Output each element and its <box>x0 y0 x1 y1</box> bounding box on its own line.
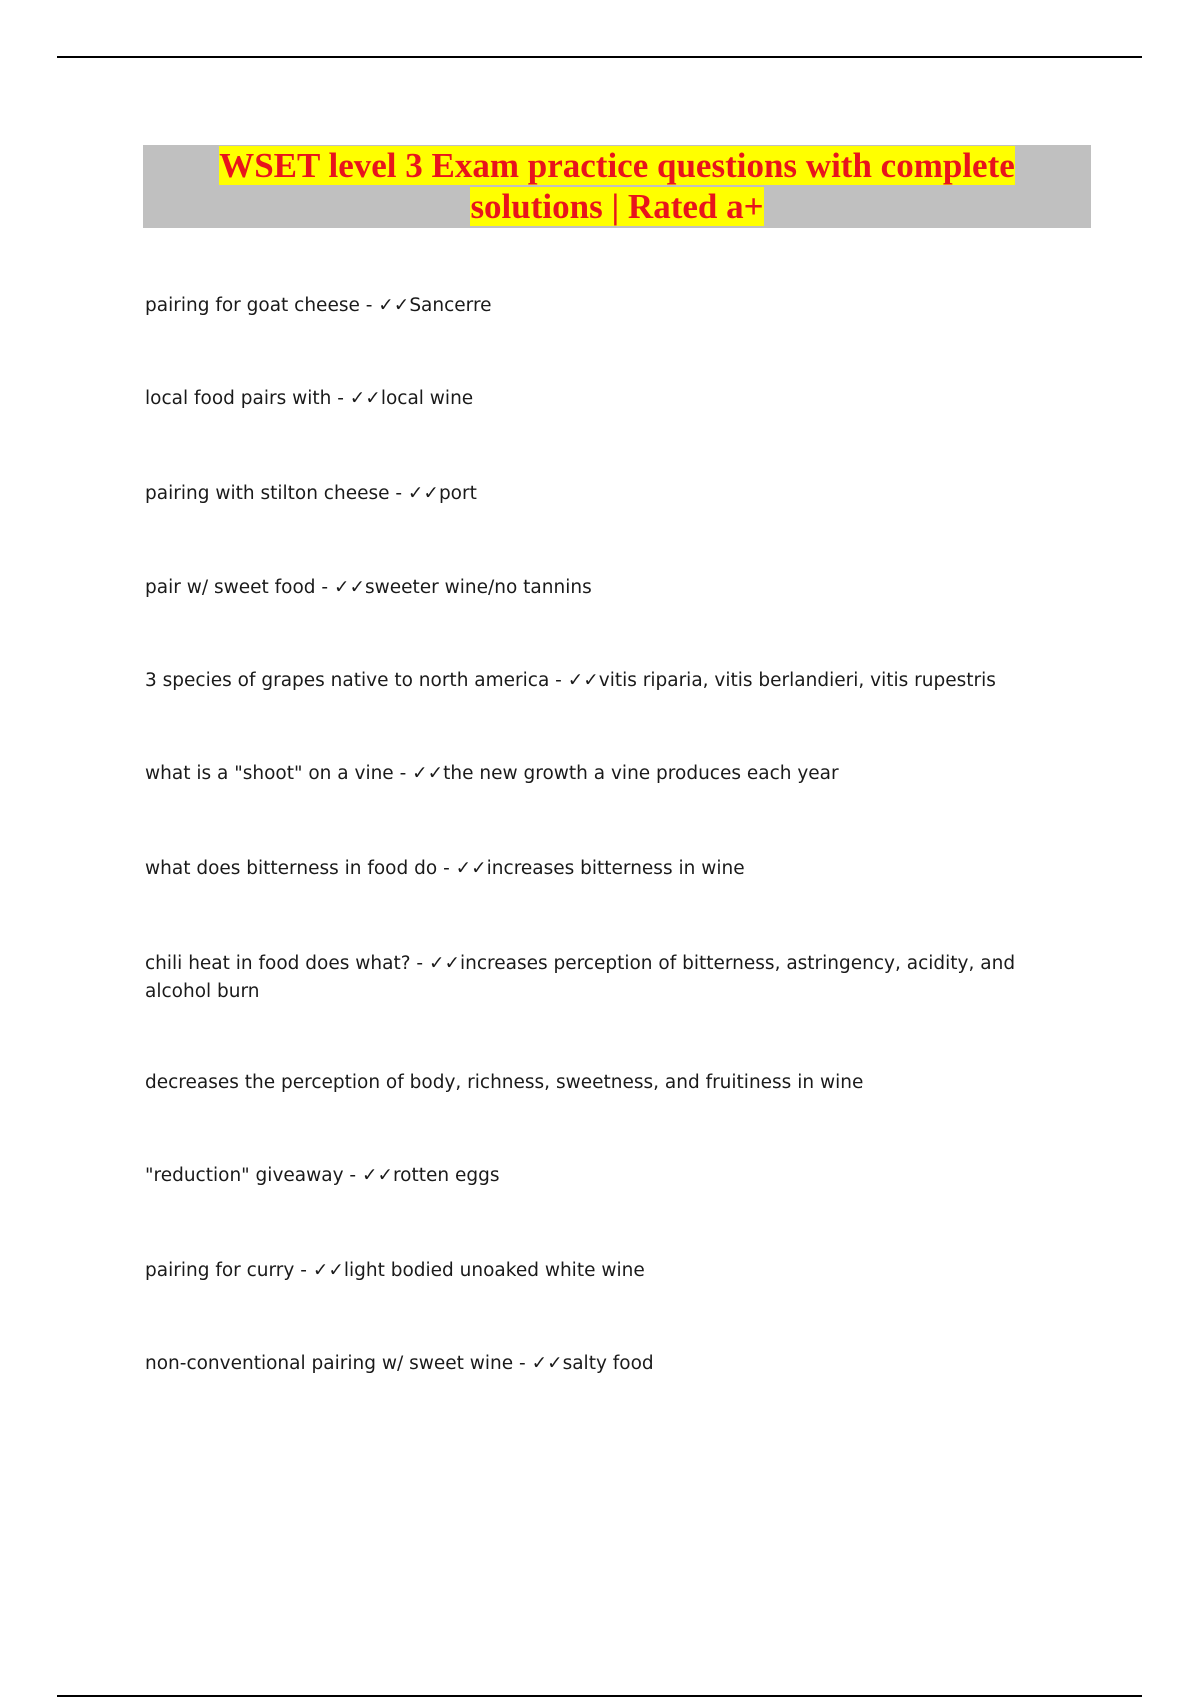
check-icon: ✓✓ <box>312 1260 344 1281</box>
document-title <box>143 145 1091 228</box>
qa-item <box>145 574 1080 602</box>
separator: - <box>393 763 413 784</box>
title-line-2: solutions | Rated a+ <box>470 187 764 226</box>
answer-text: salty food <box>562 1353 654 1374</box>
question-text: 3 species of grapes native to north america <box>145 670 550 691</box>
check-icon: ✓✓ <box>455 858 487 879</box>
separator: - <box>513 1353 532 1374</box>
qa-item <box>145 292 1080 320</box>
qa-item <box>145 1350 1080 1378</box>
question-text: "reduction" giveaway <box>145 1165 344 1186</box>
qa-item <box>145 480 1080 508</box>
statement-text: decreases the perception of body, richness, sweetness, and fruitiness in wine <box>145 1072 864 1093</box>
answer-text: increases perception of bitterness, astringency, acidity, and alcohol burn <box>145 953 1016 1002</box>
answer-text: Sancerre <box>409 295 492 316</box>
question-text: pairing for goat cheese <box>145 295 360 316</box>
separator: - <box>315 577 334 598</box>
separator: - <box>343 1165 362 1186</box>
question-text: non-conventional pairing w/ sweet wine <box>145 1353 514 1374</box>
check-icon: ✓✓ <box>378 295 410 316</box>
separator: - <box>549 670 568 691</box>
qa-item <box>145 855 1080 883</box>
answer-text: rotten eggs <box>392 1165 500 1186</box>
answer-text: the new growth a vine produces each year <box>443 763 839 784</box>
bottom-rule <box>57 1695 1142 1697</box>
question-text: pair w/ sweet food <box>145 577 316 598</box>
answer-text: increases bitterness in wine <box>486 858 745 879</box>
qa-item <box>145 667 1080 695</box>
answer-text: port <box>438 483 477 504</box>
check-icon: ✓✓ <box>333 577 365 598</box>
question-text: what does bitterness in food do <box>145 858 438 879</box>
qa-item <box>145 950 1080 1006</box>
qa-item <box>145 385 1080 413</box>
check-icon: ✓✓ <box>412 763 444 784</box>
separator: - <box>331 388 350 409</box>
check-icon: ✓✓ <box>567 670 599 691</box>
answer-text: vitis riparia, vitis berlandieri, vitis rupestris <box>598 670 996 691</box>
check-icon: ✓✓ <box>531 1353 563 1374</box>
separator: - <box>359 295 379 316</box>
question-text: local food pairs with <box>145 388 332 409</box>
top-rule <box>57 56 1142 58</box>
question-text: pairing for curry <box>145 1260 295 1281</box>
separator: - <box>410 953 429 974</box>
separator: - <box>389 483 408 504</box>
qa-item <box>145 1069 1080 1097</box>
title-line-1: WSET level 3 Exam practice questions with complete <box>219 146 1015 185</box>
qa-item <box>145 760 1080 788</box>
qa-item <box>145 1257 1080 1285</box>
check-icon: ✓✓ <box>407 483 439 504</box>
answer-text: light bodied unoaked white wine <box>343 1260 645 1281</box>
question-text: chili heat in food does what? <box>145 953 411 974</box>
question-text: what is a "shoot" on a vine <box>145 763 394 784</box>
check-icon: ✓✓ <box>349 388 381 409</box>
qa-item <box>145 1162 1080 1190</box>
answer-text: local wine <box>380 388 474 409</box>
separator: - <box>437 858 456 879</box>
separator: - <box>294 1260 313 1281</box>
question-text: pairing with stilton cheese <box>145 483 390 504</box>
answer-text: sweeter wine/no tannins <box>364 577 592 598</box>
check-icon: ✓✓ <box>361 1165 393 1186</box>
check-icon: ✓✓ <box>428 953 460 974</box>
